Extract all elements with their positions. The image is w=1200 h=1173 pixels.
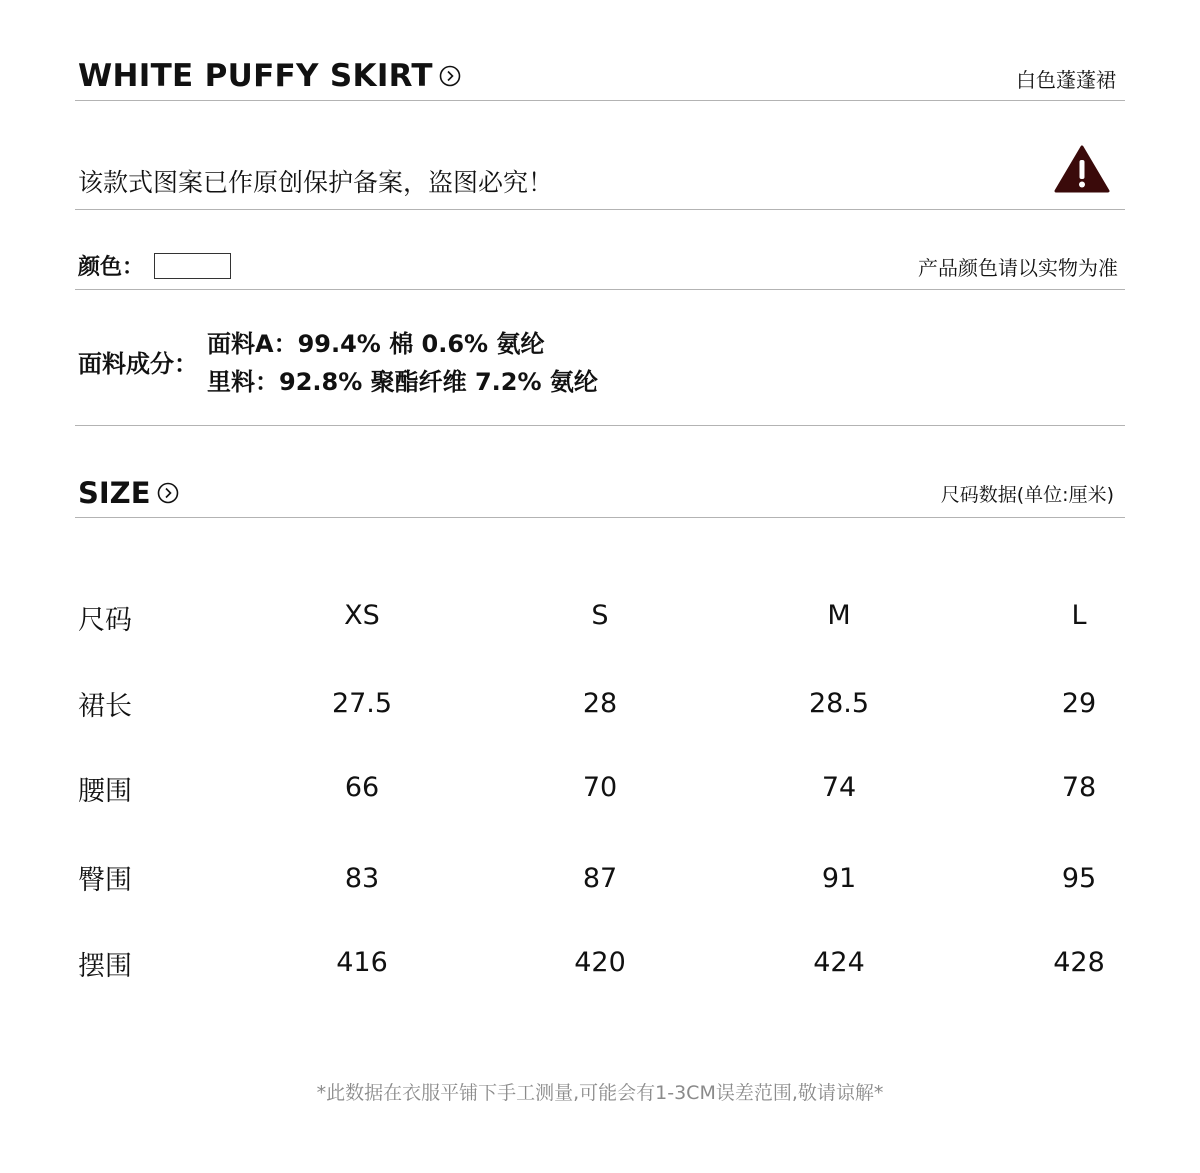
size-title bbox=[78, 476, 179, 510]
table-cell: 87 bbox=[582, 863, 618, 894]
copyright-notice: 该款式图案已作原创保护备案，盗图必究！ bbox=[78, 168, 554, 197]
row-label: 臀围 bbox=[78, 865, 132, 896]
table-cell: 428 bbox=[1053, 947, 1105, 978]
table-cell: 83 bbox=[344, 863, 380, 894]
product-title-cn: 白色蓬蓬裙 bbox=[1016, 68, 1116, 92]
table-header-cell: XS bbox=[344, 600, 380, 631]
product-title-text: WHITE PUFFY SKIRT bbox=[78, 58, 433, 94]
divider bbox=[75, 289, 1125, 290]
color-label: 颜色： bbox=[78, 255, 145, 280]
divider bbox=[75, 517, 1125, 518]
fabric-line-lining: 里料：92.8% 聚酯纤维 7.2% 氨纶 bbox=[207, 368, 598, 396]
table-cell: 420 bbox=[574, 947, 626, 978]
table-header-cell: M bbox=[827, 600, 851, 631]
row-label: 腰围 bbox=[78, 776, 132, 807]
table-cell: 70 bbox=[582, 772, 618, 803]
chevron-right-circle-icon bbox=[439, 65, 461, 87]
divider bbox=[75, 209, 1125, 210]
table-cell: 28 bbox=[582, 688, 618, 719]
color-note: 产品颜色请以实物为准 bbox=[918, 256, 1118, 280]
product-title bbox=[78, 58, 461, 94]
divider bbox=[75, 100, 1125, 101]
chevron-right-circle-icon bbox=[157, 482, 179, 504]
table-header-cell: L bbox=[1071, 600, 1087, 631]
table-cell: 78 bbox=[1061, 772, 1097, 803]
size-title-text: SIZE bbox=[78, 476, 151, 510]
table-cell: 95 bbox=[1061, 863, 1097, 894]
table-cell: 74 bbox=[821, 772, 857, 803]
table-header-label: 尺码 bbox=[78, 605, 132, 636]
size-unit-note: 尺码数据(单位:厘米) bbox=[940, 484, 1114, 506]
table-cell: 66 bbox=[344, 772, 380, 803]
table-cell: 29 bbox=[1061, 688, 1097, 719]
color-swatch bbox=[154, 253, 231, 279]
table-cell: 424 bbox=[813, 947, 865, 978]
row-label: 摆围 bbox=[78, 951, 132, 982]
table-cell: 27.5 bbox=[331, 688, 393, 719]
table-header-cell: S bbox=[591, 600, 609, 631]
measurement-footnote: *此数据在衣服平铺下手工测量,可能会有1-3CM误差范围,敬请谅解* bbox=[316, 1082, 884, 1104]
divider bbox=[75, 425, 1125, 426]
warning-icon bbox=[1054, 144, 1110, 194]
table-cell: 28.5 bbox=[808, 688, 870, 719]
row-label: 裙长 bbox=[78, 691, 132, 722]
table-cell: 416 bbox=[336, 947, 388, 978]
fabric-line-outer: 面料A：99.4% 棉 0.6% 氨纶 bbox=[207, 330, 545, 358]
color-row bbox=[78, 250, 231, 281]
table-cell: 91 bbox=[821, 863, 857, 894]
fabric-label: 面料成分： bbox=[78, 350, 198, 378]
